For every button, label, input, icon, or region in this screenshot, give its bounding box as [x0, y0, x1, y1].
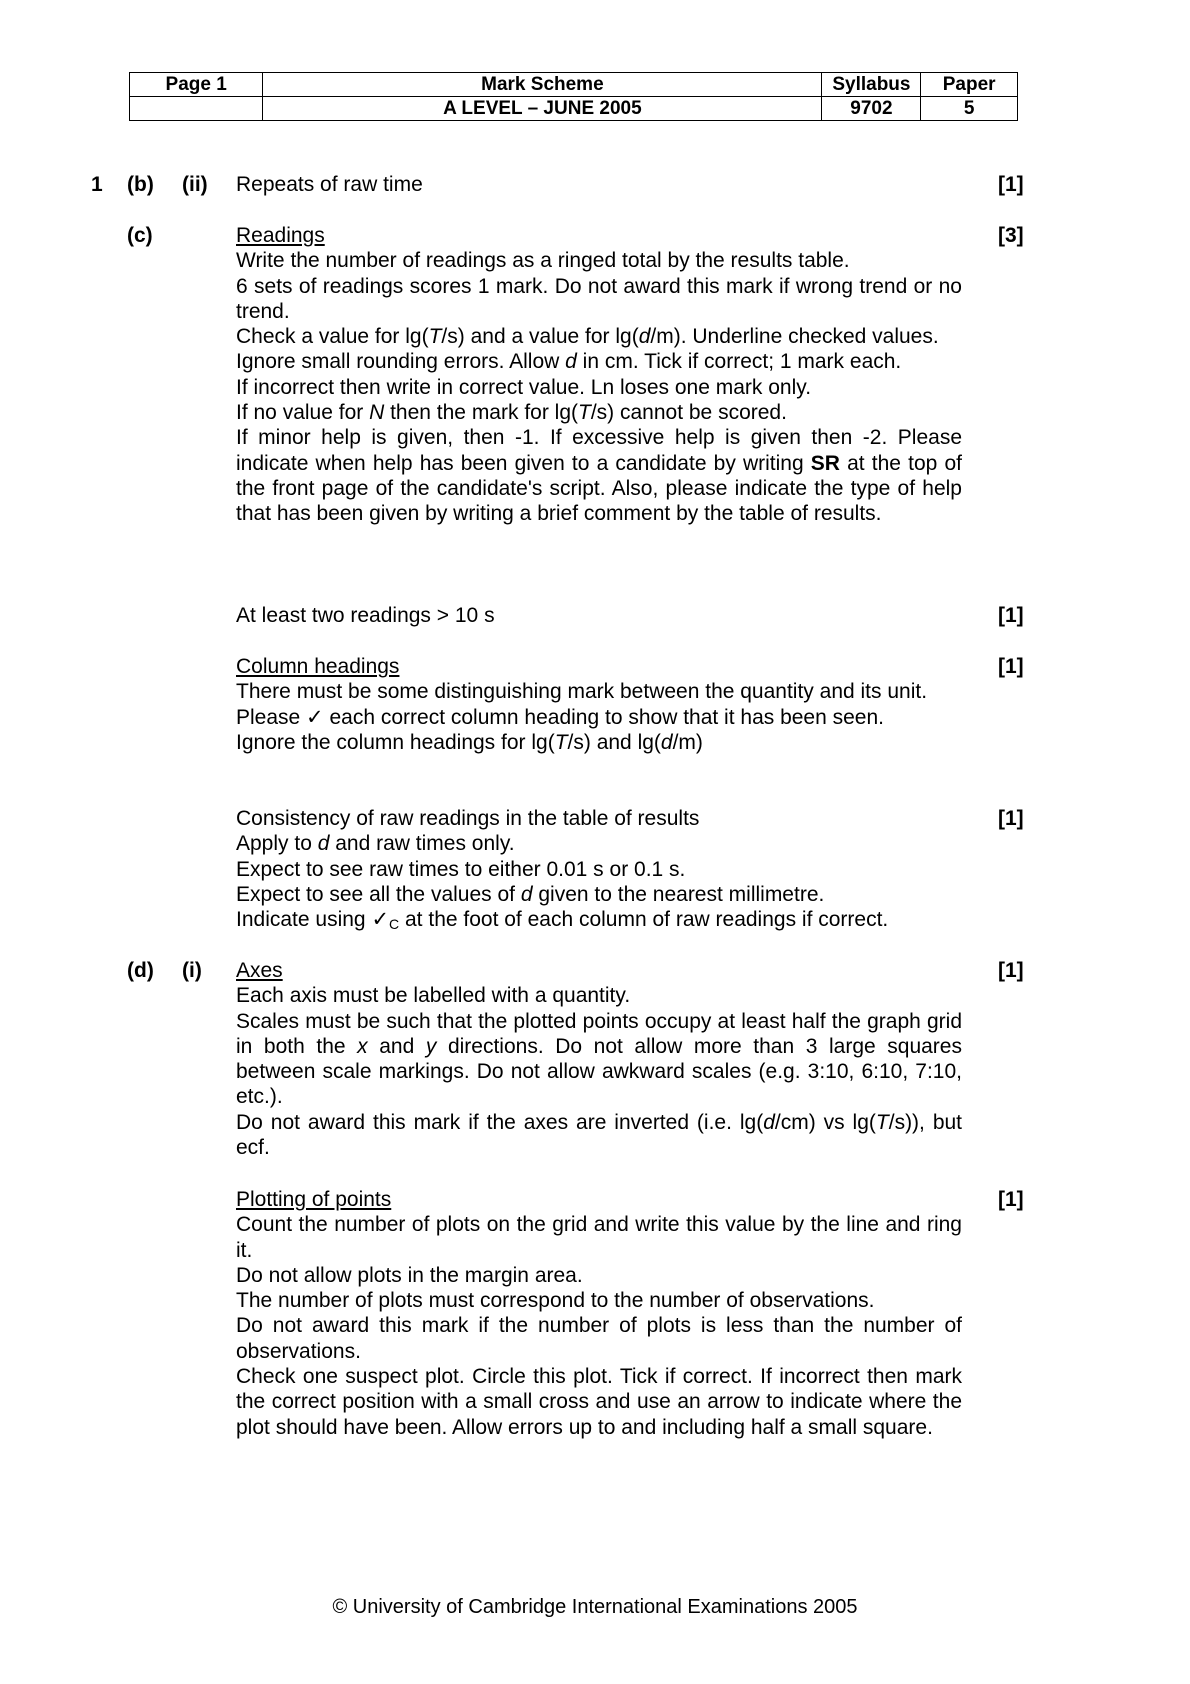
- blank-cell: [130, 97, 263, 121]
- part-d-label: (d): [127, 959, 154, 982]
- tick-c-icon: ✓: [371, 908, 390, 932]
- two-readings-mark: [1]: [998, 604, 1024, 627]
- plotting-line-2: Do not allow plots in the margin area.: [236, 1263, 583, 1287]
- readings-section: [236, 223, 962, 527]
- b-ii-text: Repeats of raw time: [236, 173, 423, 196]
- plotting-line-1: Count the number of plots on the grid and write this value by the line and ring it.: [236, 1213, 962, 1262]
- readings-mark: [3]: [998, 224, 1024, 247]
- page-label: Page 1: [130, 73, 263, 97]
- doc-title: Mark Scheme: [263, 73, 822, 97]
- axes-heading: Axes: [236, 959, 283, 982]
- consistency-line-1: Apply to d and raw times only.: [236, 832, 515, 856]
- plotting-mark: [1]: [998, 1188, 1024, 1211]
- plotting-line-5: Check one suspect plot. Circle this plot. Tick if correct. If incorrect then mark the correct position with a small cross and use an arrow to indicate where the plot should have been. Allow errors up to and including half a small square.: [236, 1365, 962, 1439]
- question-number: 1: [91, 173, 103, 196]
- paper-label: Paper: [921, 73, 1018, 97]
- readings-line-2: 6 sets of readings scores 1 mark. Do not award this mark if wrong trend or no trend.: [236, 274, 962, 323]
- column-headings-line-2: Please ✓ each correct column heading to show that it has been seen.: [236, 705, 885, 729]
- paper-value: 5: [921, 97, 1018, 121]
- b-ii-mark: [1]: [998, 173, 1024, 196]
- consistency-line-2: Expect to see raw times to either 0.01 s or 0.1 s.: [236, 857, 686, 881]
- plotting-heading: Plotting of points: [236, 1188, 392, 1211]
- readings-line-1: Write the number of readings as a ringed total by the results table.: [236, 249, 850, 273]
- readings-line-7: If minor help is given, then -1. If excessive help is given then -2. Please indicate when help has been given to a candidate by writing SR at the top of the front page of the candidate's script. Also, please indicate the type of help that has been given by writing a brief comment by the table of results.: [236, 426, 962, 526]
- axes-line-3: Do not award this mark if the axes are inverted (i.e. lg(d/cm) vs lg(T/s)), but ecf.: [236, 1110, 963, 1160]
- consistency-mark: [1]: [998, 807, 1024, 830]
- column-headings-section: [236, 654, 962, 755]
- part-b-label: (b): [127, 173, 154, 196]
- plotting-line-3: The number of plots must correspond to the number of observations.: [236, 1289, 875, 1313]
- plotting-section: [236, 1187, 962, 1440]
- header-table: [129, 72, 1018, 121]
- part-d-i-label: (i): [182, 959, 202, 982]
- column-headings-line-1: There must be some distinguishing mark between the quantity and its unit.: [236, 680, 928, 704]
- part-c-label: (c): [127, 224, 153, 247]
- part-b-ii-label: (ii): [182, 173, 208, 196]
- syllabus-label: Syllabus: [822, 73, 921, 97]
- consistency-heading: Consistency of raw readings in the table of results: [236, 807, 700, 830]
- consistency-section: [236, 806, 962, 937]
- axes-section: [236, 958, 962, 1160]
- two-readings-text: At least two readings > 10 s: [236, 604, 495, 627]
- column-headings-heading: Column headings: [236, 655, 400, 678]
- copyright-footer: © University of Cambridge International Examinations 2005: [332, 1596, 858, 1618]
- axes-line-2: Scales must be such that the plotted points occupy at least half the graph grid in both the x and y directions. Do not allow more than 3 large squares between scale markings. Do not allow awkward scales (e.g. 3:10, 6:10, 7:10, etc.).: [236, 1009, 962, 1109]
- readings-line-3: Check a value for lg(T/s) and a value for lg(d/m). Underline checked values.: [236, 325, 939, 349]
- readings-line-5: If incorrect then write in correct value. Ln loses one mark only.: [236, 375, 812, 399]
- plotting-line-4: Do not award this mark if the number of plots is less than the number of observations.: [236, 1314, 962, 1363]
- axes-mark: [1]: [998, 959, 1024, 982]
- axes-line-1: Each axis must be labelled with a quantity.: [236, 984, 631, 1008]
- consistency-line-3: Expect to see all the values of d given to the nearest millimetre.: [236, 882, 825, 906]
- column-headings-line-3: Ignore the column headings for lg(T/s) and lg(d/m): [236, 730, 703, 754]
- consistency-line-4: Indicate using $✓_C$ at the foot of each column of raw readings if correct.: [236, 908, 889, 933]
- syllabus-value: 9702: [822, 97, 921, 121]
- readings-line-4: Ignore small rounding errors. Allow d in cm. Tick if correct; 1 mark each.: [236, 350, 902, 374]
- tick-icon: ✓: [306, 705, 324, 729]
- doc-subtitle: A LEVEL – JUNE 2005: [263, 97, 822, 121]
- readings-line-6: If no value for N then the mark for lg(T/s) cannot be scored.: [236, 401, 787, 425]
- column-headings-mark: [1]: [998, 655, 1024, 678]
- readings-heading: Readings: [236, 224, 325, 247]
